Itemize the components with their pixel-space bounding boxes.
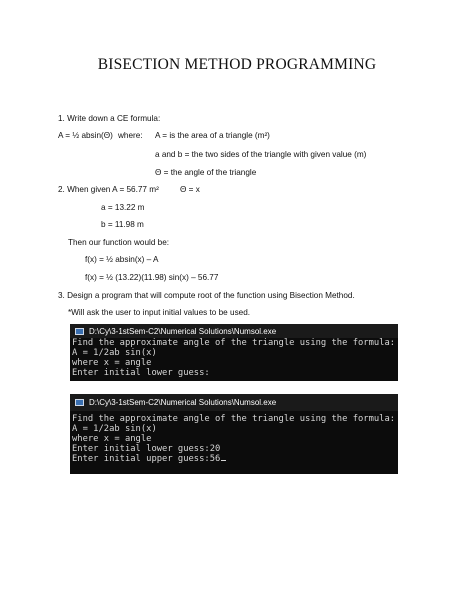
- text-cursor: [221, 460, 226, 462]
- page-title: BISECTION METHOD PROGRAMMING: [97, 56, 377, 73]
- function-intro: Then our function would be:: [68, 238, 170, 247]
- console-title-1: D:\Cy\3-1stSem-C2\Numerical Solutions\Numsol.exe: [89, 326, 277, 336]
- definition-angle: Θ = the angle of the triangle: [155, 168, 257, 177]
- console-line: Enter initial lower guess:20: [72, 444, 221, 454]
- step3-note: *Will ask the user to input initial values to be used.: [68, 308, 251, 317]
- console-titlebar-1[interactable]: [70, 324, 398, 338]
- terminal-icon: [75, 399, 84, 406]
- console-line: A = 1/2ab sin(x): [72, 424, 157, 434]
- formula-area: A = ½ absin(Θ): [58, 131, 113, 140]
- definition-area: A = is the area of a triangle (m²): [155, 131, 270, 140]
- console-input-line[interactable]: [70, 454, 398, 464]
- theta-definition: Θ = x: [180, 185, 200, 194]
- function-general: f(x) = ½ absin(x) – A: [85, 255, 159, 264]
- step1-heading: 1. Write down a CE formula:: [58, 114, 161, 123]
- console-titlebar-2[interactable]: [70, 394, 398, 411]
- console-line: Enter initial lower guess:: [72, 368, 210, 378]
- a-value: a = 13.22 m: [101, 203, 145, 212]
- console-line: where x = angle: [72, 358, 152, 368]
- terminal-icon: [75, 328, 84, 335]
- function-specific: f(x) = ½ (13.22)(11.98) sin(x) – 56.77: [85, 273, 219, 282]
- console-line: Enter initial upper guess:56: [72, 454, 221, 464]
- b-value: b = 11.98 m: [101, 220, 144, 229]
- step3-heading: 3. Design a program that will compute root of the function using Bisection Method.: [58, 291, 355, 300]
- definition-sides: a and b = the two sides of the triangle with given value (m): [155, 150, 367, 159]
- console-line: Find the approximate angle of the triangle using the formula:: [72, 338, 396, 348]
- console-window-1: [70, 324, 398, 381]
- console-window-2: [70, 394, 398, 474]
- step2-heading: 2. When given A = 56.77 m²: [58, 185, 159, 194]
- console-line: A = 1/2ab sin(x): [72, 348, 157, 358]
- console-line: where x = angle: [72, 434, 152, 444]
- console-line: Find the approximate angle of the triangle using the formula:: [72, 414, 396, 424]
- console-title-2: D:\Cy\3-1stSem-C2\Numerical Solutions\Numsol.exe: [89, 398, 277, 407]
- where-label: where:: [118, 131, 143, 140]
